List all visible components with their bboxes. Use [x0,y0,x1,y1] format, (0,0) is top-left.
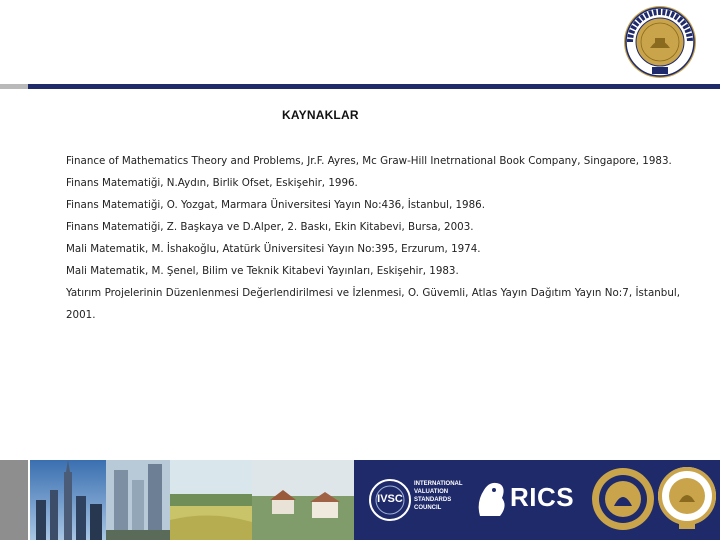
ivsc-name: INTERNATIONAL VALUATION STANDARDS COUNCIL [414,481,463,511]
rics-wordmark: RICS [510,482,575,512]
reference-item: Finance of Mathematics Theory and Problems, Jr.F. Ayres, Mc Graw-Hill Inetrnational Book Company, Singapore, 1983. [66,155,672,167]
header-rule [0,84,720,89]
header-rule-navy [28,84,720,89]
page-title: KAYNAKLAR [282,108,359,122]
ankara-university-small-seal-icon [656,464,718,534]
footer-banner [0,460,720,540]
modern-towers-photo [106,460,170,540]
ankara-university-seal-icon [622,4,698,80]
reference-item: Yatırım Projelerinin Düzenlenmesi Değerlendirilmesi ve İzlenmesi, O. Güvemli, Atlas Yayın Dağıtım Yayın No:7, İstanbul, 2001. [66,287,680,321]
footer-grey-block [0,460,28,540]
reference-item: Mali Matematik, M. Şenel, Bilim ve Teknik Kitabevi Yayınları, Eskişehir, 1983. [66,265,459,277]
gold-seal-icon [590,466,656,532]
reference-item: Finans Matematiği, N.Aydın, Birlik Ofset, Eskişehir, 1996. [66,177,358,189]
field-landscape-photo [170,460,252,540]
header-rule-grey [0,84,28,89]
rics-lion-icon [474,476,508,522]
ivsc-abbr: IVSC [377,493,403,505]
reference-item: Finans Matematiği, O. Yozgat, Marmara Üniversitesi Yayın No:436, İstanbul, 1986. [66,199,485,211]
reference-item: Mali Matematik, M. İshakoğlu, Atatürk Üniversitesi Yayın No:395, Erzurum, 1974. [66,243,481,255]
reference-item: Finans Matematiği, Z. Başkaya ve D.Alper, 2. Baskı, Ekin Kitabevi, Bursa, 2003. [66,221,474,233]
rural-houses-photo [252,460,354,540]
reference-list [66,150,680,326]
city-skyline-photo [30,460,106,540]
